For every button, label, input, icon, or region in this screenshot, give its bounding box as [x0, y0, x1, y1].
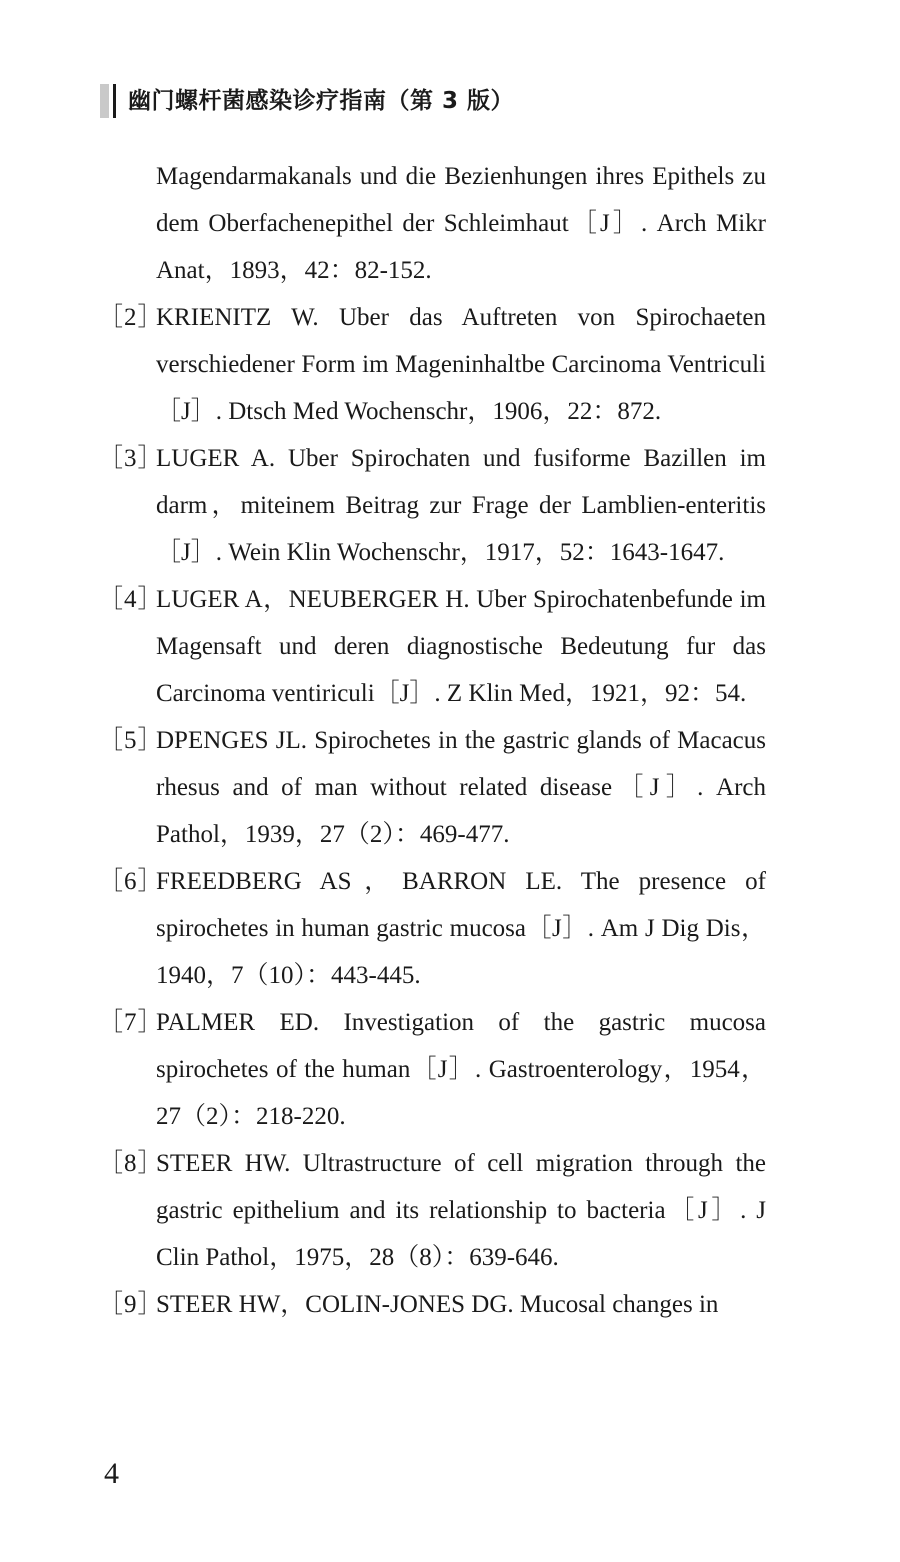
reference-text: PALMER ED. Investigation of the gastric mucosa spirochetes of the human［J］. Gastroenterology，1954，27（2）：218-220. [156, 1009, 766, 1130]
reference-text: STEER HW，COLIN-JONES DG. Mucosal changes in [156, 1291, 719, 1318]
page-number: 4 [104, 1457, 119, 1490]
reference-continuation [98, 153, 766, 294]
reference-number: ［7］ [98, 1009, 164, 1036]
reference-number: ［9］ [98, 1291, 164, 1318]
reference-item [98, 999, 766, 1140]
reference-text: KRIENITZ W. Uber das Auftreten von Spirochaeten verschiedener Form im Mageninhaltbe Carcinoma Ventriculi［J］. Dtsch Med Wochenschr，1906，22：872. [156, 304, 766, 425]
reference-number: ［3］ [98, 445, 164, 472]
reference-item [98, 858, 766, 999]
reference-text: DPENGES JL. Spirochetes in the gastric glands of Macacus rhesus and of man without related disease［J］. Arch Pathol，1939，27（2）：469-477. [156, 727, 766, 848]
book-title: 幽门螺杆菌感染诊疗指南（第 3 版） [128, 88, 515, 114]
header-decoration-line [113, 84, 116, 118]
reference-item [98, 1281, 766, 1328]
reference-list [98, 153, 766, 1328]
reference-number: ［2］ [98, 304, 164, 331]
reference-item [98, 294, 766, 435]
header-decoration-bar [100, 84, 109, 118]
reference-item [98, 576, 766, 717]
reference-text: FREEDBERG AS，BARRON LE. The presence of spirochetes in human gastric mucosa［J］. Am J Dig Dis，1940，7（10）：443-445. [156, 868, 766, 989]
reference-number: ［4］ [98, 586, 164, 613]
reference-text: STEER HW. Ultrastructure of cell migration through the gastric epithelium and its relationship to bacteria［J］. J Clin Pathol，1975，28（8）：639-646. [156, 1150, 766, 1271]
reference-number: ［5］ [98, 727, 164, 754]
reference-text: LUGER A. Uber Spirochaten und fusiforme Bazillen im darm，miteinem Beitrag zur Frage der Lamblien-enteritis［J］. Wein Klin Wochenschr，1917，52：1643-1647. [156, 445, 766, 566]
reference-text: Magendarmakanals und die Bezienhungen ihres Epithels zu dem Oberfachenepithel der Schleimhaut［J］. Arch Mikr Anat，1893，42：82-152. [156, 163, 766, 284]
reference-item [98, 435, 766, 576]
reference-item [98, 717, 766, 858]
reference-text: LUGER A，NEUBERGER H. Uber Spirochatenbefunde im Magensaft und deren diagnostische Bedeutung fur das Carcinoma ventiriculi［J］. Z Klin Med，1921，92：54. [156, 586, 766, 707]
reference-item [98, 1140, 766, 1281]
reference-number: ［6］ [98, 868, 164, 895]
reference-number: ［8］ [98, 1150, 164, 1177]
running-header [100, 84, 514, 118]
